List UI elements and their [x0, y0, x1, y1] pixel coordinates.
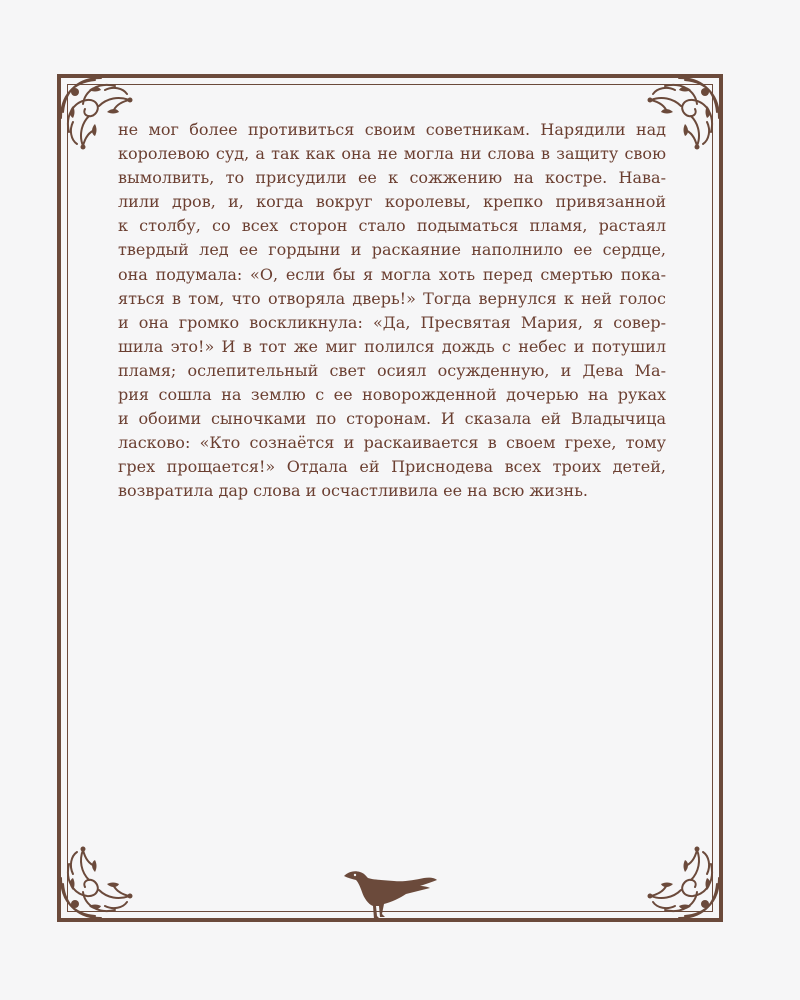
text-line: королевою суд, а так как она не могла ни слова в защиту свою: [118, 144, 666, 164]
corner-ornament-bottom-left-icon: [55, 832, 147, 924]
story-text: [118, 118, 666, 504]
text-line: яться в том, что отворяла дверь!» Тогда вернулся к ней голос: [118, 288, 666, 308]
text-line: пламя; ослепительный свет осиял осужденную, и Дева Ма-: [118, 360, 666, 380]
text-line: вымолвить, то присудили ее к сожжению на костре. Нава-: [118, 168, 666, 188]
text-line: она подумала: «О, если бы я могла хоть перед смертью пока-: [118, 264, 666, 284]
text-line: шила это!» И в тот же миг полился дождь с небес и потушил: [118, 336, 666, 356]
text-line: не мог более противиться своим советникам. Нарядили над: [118, 120, 666, 139]
text-line: к столбу, со всех сторон стало подыматься пламя, растаял: [118, 216, 666, 236]
raven-icon: [340, 864, 438, 922]
text-line: возвратила дар слова и осчастливила ее на всю жизнь.: [118, 481, 588, 501]
corner-ornament-bottom-right-icon: [633, 832, 725, 924]
text-line: рия сошла на землю с ее новорожденной дочерью на руках: [118, 385, 666, 405]
text-line: ласково: «Кто сознаётся и раскаивается в своем грехе, тому: [118, 433, 666, 453]
text-line: твердый лед ее гордыни и раскаяние наполнило ее сердце,: [118, 240, 666, 260]
text-line: и обоими сыночками по сторонам. И сказала ей Владычица: [118, 409, 666, 429]
text-line: и она громко воскликнула: «Да, Пресвятая Мария, я совер-: [118, 312, 666, 332]
text-line: лили дров, и, когда вокруг королевы, крепко привязанной: [118, 192, 666, 212]
text-line: грех прощается!» Отдала ей Приснодева всех троих детей,: [118, 457, 666, 477]
